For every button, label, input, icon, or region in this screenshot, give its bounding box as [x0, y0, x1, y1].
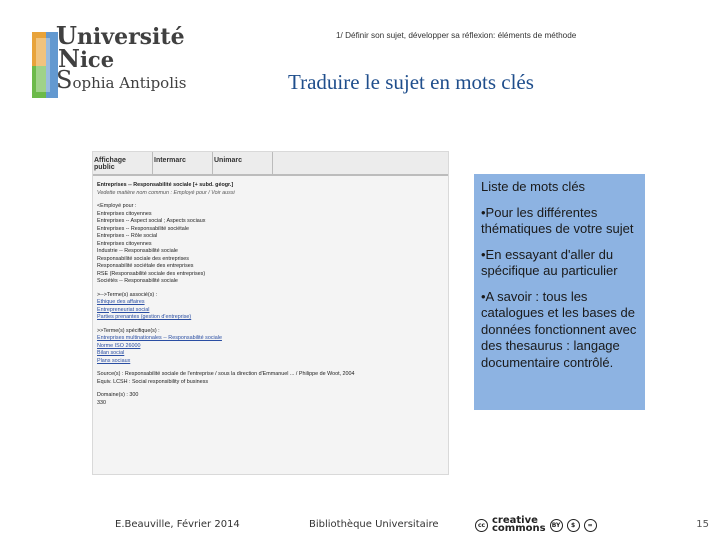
logo-initial-u: U [56, 21, 77, 50]
cc-logo-icon: cc [475, 519, 488, 532]
catalog-line: Entreprises -- Responsabilité sociétale [97, 225, 189, 232]
catalog-tabs [93, 152, 448, 176]
catalog-line: Vedette matière nom commun : Employé pour / Voir aussi [97, 189, 235, 196]
catalog-line: Industrie -- Responsabilité sociale [97, 248, 178, 254]
catalog-line: Entreprises -- Aspect social ; Aspects sociaux [97, 218, 206, 224]
catalog-line: Entreprises citoyennes [97, 210, 152, 217]
catalog-line: Sociétés -- Responsabilité sociale [97, 278, 178, 284]
catalog-line[interactable]: Parties prenantes (gestion d'entreprise) [97, 314, 192, 320]
logo-line-3 [56, 66, 187, 94]
catalog-line[interactable]: Ethique des affaires [97, 299, 145, 305]
catalog-line: >>Terme(s) spécifique(s) : [97, 327, 160, 334]
tab-affichage-public[interactable]: Affichage public [93, 152, 153, 174]
cc-word-creative: creative [492, 515, 538, 526]
slide-title: Traduire le sujet en mots clés [288, 70, 534, 94]
catalog-line[interactable]: Bilan social [97, 350, 125, 356]
logo-word-2: ice [79, 47, 115, 72]
catalog-line: >-->Terme(s) associé(s) : [97, 291, 158, 298]
catalog-record-screenshot [92, 151, 449, 475]
catalog-line: Domaine(s) : 300 [97, 392, 139, 398]
slide-subtitle: 1/ Définir son sujet, développer sa réflexion: éléments de méthode [336, 31, 577, 40]
cc-by-icon: BY [550, 519, 563, 532]
catalog-line[interactable]: Plans sociaux [97, 357, 131, 364]
cc-noncommercial-icon: $ [567, 519, 580, 532]
university-logo [28, 21, 187, 105]
catalog-line: <Employé pour : [97, 203, 137, 209]
catalog-line: Entreprises -- Rôle social [97, 233, 158, 239]
keywords-bullet-2: •En essayant d'aller du spécifique au particulier [481, 246, 618, 278]
catalog-line: Entreprises citoyennes [97, 240, 152, 247]
page-number: 15 [696, 519, 709, 530]
logo-initial-n: N [58, 44, 80, 73]
footer-library: Bibliothèque Universitaire [309, 519, 439, 530]
catalog-record-body [97, 182, 442, 407]
logo-text [56, 21, 187, 94]
catalog-line[interactable]: Norme ISO 26000 [97, 342, 141, 349]
logo-initial-s: S [56, 66, 73, 94]
tab-unimarc[interactable]: Unimarc [213, 152, 273, 174]
cc-word-commons: commons [492, 523, 546, 534]
keywords-bullet-1: •Pour les différentes thématiques de votre sujet [481, 204, 634, 236]
cc-wordmark [492, 517, 546, 533]
catalog-line: 330 [97, 399, 106, 406]
catalog-line[interactable]: Entreprises multinationales -- Responsabilité sociale [97, 335, 222, 341]
catalog-line: Source(s) : Responsabilité sociale de l'entreprise / sous la direction d'Emmanuel ... / Philippe de Woot, 2004 [97, 371, 355, 377]
catalog-line: Entreprises -- Responsabilité sociale [+ subd. géogr.] [97, 182, 234, 188]
logo-word-3: ophia Antipolis [72, 74, 187, 92]
keywords-heading: Liste de mots clés [481, 179, 586, 194]
logo-word-1: niversité [76, 24, 185, 50]
catalog-line[interactable]: Entrepreneuriat social [97, 306, 150, 313]
catalog-line: RSE (Responsabilité sociale des entreprises) [97, 270, 206, 277]
catalog-line: Responsabilité sociale des entreprises [97, 255, 189, 262]
creative-commons-license [475, 517, 597, 533]
cc-noderivatives-icon: = [584, 519, 597, 532]
keywords-bullet-3: •A savoir : tous les catalogues et les bases de données fonctionnent avec des thesaurus : langage documentaire contrôlé. [481, 288, 637, 370]
catalog-line: Equiv. LCSH : Social responsibility of business [97, 378, 209, 385]
logo-line-2 [56, 44, 187, 73]
tab-intermarc[interactable]: Intermarc [153, 152, 213, 174]
catalog-line: Responsabilité sociétale des entreprises [97, 263, 194, 269]
keywords-box [474, 174, 645, 410]
footer-author: E.Beauville, Février 2014 [115, 519, 240, 530]
